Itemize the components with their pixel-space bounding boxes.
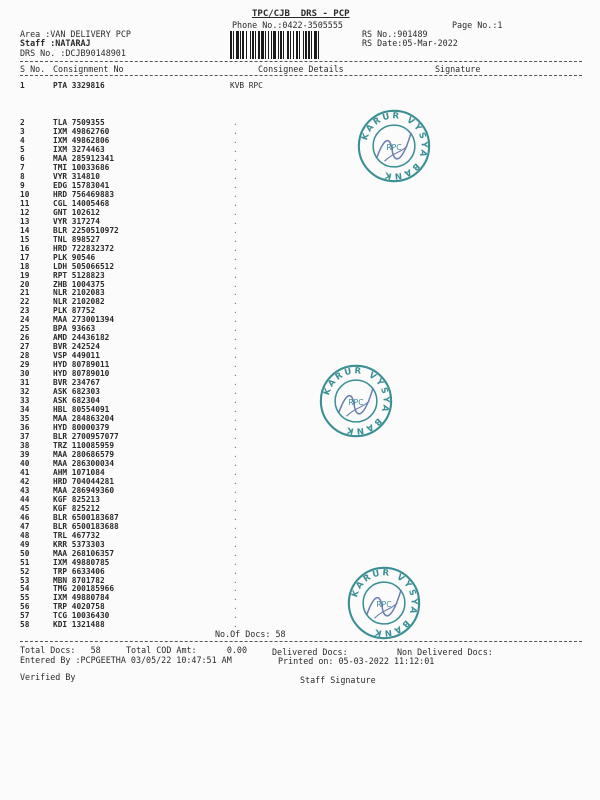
row-sno: 13 (20, 216, 30, 226)
table-row (20, 441, 580, 450)
table-row (20, 360, 580, 369)
row-consignment: HYD 80789010 (53, 369, 110, 379)
consignee-blank: . (233, 216, 238, 226)
consignee-blank: . (233, 324, 238, 334)
row-consignment: ZHB 1004375 (53, 279, 105, 289)
non-delivered-docs: Non Delivered Docs: (397, 647, 493, 657)
consignee-blank: . (233, 458, 238, 468)
row-sno: 20 (20, 279, 30, 289)
row-consignment: PTA 3329816 (53, 81, 105, 90)
row-consignment: TRP 6633406 (53, 566, 105, 576)
row-consignment: TRP 4020758 (53, 602, 105, 612)
row-sno: 3 (20, 127, 25, 136)
row-consignment: BVR 242524 (53, 342, 100, 352)
row-sno: 54 (20, 584, 30, 594)
row-consignment: HRD 756469883 (53, 189, 115, 199)
consignee-blank: . (233, 503, 238, 513)
table-row (20, 306, 580, 315)
row-sno: 37 (20, 432, 30, 441)
row-consignment: TRL 467732 (53, 530, 100, 540)
entered-by: Entered By :PCPGEETHA 03/05/22 10:47:51 AM (20, 655, 232, 665)
consignee-blank: . (233, 423, 238, 432)
row-sno: 12 (20, 207, 30, 217)
table-row (20, 142, 580, 154)
row-consignment: VYR 317274 (53, 216, 100, 226)
row-consignment: KRR 5373303 (53, 539, 105, 549)
table-row (20, 81, 580, 90)
row-consignment: GNT 102612 (53, 207, 100, 217)
table-row (20, 378, 580, 387)
row-consignment: LDH 505066512 (53, 261, 115, 271)
row-sno: 9 (20, 180, 25, 190)
row-sno: 55 (20, 593, 30, 603)
row-consignment: RPT 5128823 (53, 270, 105, 280)
table-row (20, 333, 580, 342)
row-consignment: ASK 682304 (53, 396, 100, 406)
row-sno: 38 (20, 440, 30, 450)
consignee-blank: . (233, 611, 238, 621)
row-consignment: IXM 49862760 (53, 127, 110, 136)
consignee-blank: . (233, 288, 238, 298)
row-sno: 6 (20, 153, 25, 163)
row-consignment: HBL 80554091 (53, 405, 110, 414)
consignee-blank: . (233, 261, 238, 271)
table-row (20, 576, 580, 585)
consignee-blank: . (233, 414, 238, 423)
row-consignment: CGL 14005468 (53, 198, 110, 208)
table-row (20, 163, 580, 172)
row-consignment: TLA 7509355 (53, 118, 105, 127)
row-sno: 51 (20, 557, 30, 567)
consignee-blank: . (233, 593, 238, 603)
table-row (20, 504, 580, 513)
consignee-blank: . (233, 279, 238, 289)
row-sno: 23 (20, 306, 30, 316)
consignee-blank: . (233, 557, 238, 567)
consignee-blank: . (233, 396, 238, 406)
row-sno: 57 (20, 611, 30, 621)
table-row (20, 584, 580, 593)
table-row (20, 558, 580, 567)
row-sno: 31 (20, 378, 30, 388)
row-consignment: BLR 2700957077 (53, 432, 119, 441)
row-consignment: VSP 449011 (53, 351, 100, 361)
row-sno: 30 (20, 369, 30, 379)
table-row (20, 486, 580, 495)
svg-text:KARUR VYSYA BANK: KARUR VYSYA BANK (322, 366, 391, 436)
row-consignment: MAA 273001394 (53, 315, 115, 325)
consignee-blank: . (233, 548, 238, 558)
table-row (20, 450, 580, 459)
row-consignment: PLK 87752 (53, 306, 96, 316)
table-row (20, 540, 580, 549)
consignee-blank: . (233, 620, 238, 630)
row-sno: 56 (20, 602, 30, 612)
row-sno: 29 (20, 360, 30, 370)
row-sno: 19 (20, 270, 30, 280)
row-sno: 41 (20, 467, 30, 477)
table-row (20, 226, 580, 235)
row-sno: 40 (20, 458, 30, 468)
row-sno: 8 (20, 171, 25, 181)
consignee-blank: . (233, 449, 238, 459)
row-sno: 7 (20, 162, 25, 172)
total-cod-amount: Total COD Amt: 0.00 (126, 645, 248, 655)
consignee-blank: . (233, 144, 238, 154)
consignee-blank: . (233, 297, 238, 307)
table-row (20, 432, 580, 441)
row-sno: 43 (20, 485, 30, 495)
consignee-blank: . (233, 306, 238, 316)
row-consignee: KVB RPC (230, 81, 263, 90)
table-row (20, 387, 580, 396)
consignee-blank: . (233, 476, 238, 486)
table-row (20, 118, 580, 127)
row-consignment: MAA 285912341 (53, 153, 115, 163)
table-row (20, 244, 580, 253)
row-consignment: EDG 15783041 (53, 180, 110, 190)
row-consignment: MAA 280686579 (53, 449, 115, 459)
row-sno: 39 (20, 449, 30, 459)
consignee-blank: . (233, 360, 238, 370)
table-row (20, 423, 580, 432)
barcode (230, 31, 355, 59)
row-consignment: NLR 2102083 (53, 288, 105, 298)
consignee-blank: . (233, 342, 238, 352)
consignee-blank: . (233, 135, 238, 145)
row-sno: 25 (20, 324, 30, 334)
verified-by: Verified By (20, 672, 76, 682)
row-sno: 11 (20, 198, 30, 208)
table-row (20, 611, 580, 620)
delivered-docs: Delivered Docs: (272, 647, 348, 657)
row-sno: 49 (20, 539, 30, 549)
drs-number: DRS No. :DCJB90148901 (20, 48, 126, 58)
bank-stamp (346, 565, 422, 641)
consignee-blank: . (233, 333, 238, 343)
consignee-blank: . (233, 494, 238, 504)
row-consignment: MAA 286949360 (53, 485, 115, 495)
table-row (20, 477, 580, 486)
consignee-blank: . (233, 252, 238, 262)
row-sno: 5 (20, 144, 25, 154)
row-sno: 1 (20, 81, 25, 90)
consignee-blank: . (233, 153, 238, 163)
table-row (20, 324, 580, 333)
table-row (20, 495, 580, 504)
row-sno: 44 (20, 494, 30, 504)
table-row (20, 127, 580, 136)
row-consignment: KGF 825213 (53, 494, 100, 504)
row-sno: 47 (20, 521, 30, 531)
table-row (20, 217, 580, 226)
table-row (20, 136, 580, 145)
table-row (20, 414, 580, 423)
row-sno: 10 (20, 189, 30, 199)
rs-number: RS No.:901489 (362, 29, 428, 39)
row-sno: 27 (20, 342, 30, 352)
staff-signature: Staff Signature (300, 675, 376, 685)
row-consignment: TRZ 110085959 (53, 440, 115, 450)
consignee-blank: . (233, 270, 238, 280)
row-consignment: TCG 10036430 (53, 611, 110, 621)
row-sno: 14 (20, 225, 30, 235)
consignee-blank: . (233, 315, 238, 325)
row-sno: 45 (20, 503, 30, 513)
row-sno: 4 (20, 135, 25, 145)
row-consignment: TMI 10033686 (53, 162, 110, 172)
table-row (20, 351, 580, 360)
footer-rule (20, 641, 582, 642)
row-sno: 35 (20, 414, 30, 423)
row-consignment: KDI 1321488 (53, 620, 105, 630)
row-sno: 46 (20, 512, 30, 522)
consignee-blank: . (233, 369, 238, 379)
column-sno: S No. (20, 64, 46, 74)
table-row (20, 567, 580, 576)
table-row (20, 522, 580, 531)
row-consignment: KGF 825212 (53, 503, 100, 513)
row-sno: 26 (20, 333, 30, 343)
table-row (20, 593, 580, 602)
header-rule (20, 61, 582, 62)
consignee-blank: . (233, 485, 238, 495)
row-consignment: BPA 93663 (53, 324, 96, 334)
row-sno: 17 (20, 252, 30, 262)
row-sno: 33 (20, 396, 30, 406)
table-row (20, 181, 580, 190)
row-consignment: MAA 268106357 (53, 548, 115, 558)
row-sno: 21 (20, 288, 30, 298)
row-consignment: PLK 90546 (53, 252, 96, 262)
row-sno: 15 (20, 234, 30, 244)
row-consignment: BVR 234767 (53, 378, 100, 388)
table-row (20, 288, 580, 297)
row-sno: 52 (20, 566, 30, 576)
table-row (20, 315, 580, 324)
row-sno: 36 (20, 423, 30, 432)
consignee-blank: . (233, 512, 238, 522)
row-consignment: HYD 80000379 (53, 423, 110, 432)
row-sno: 22 (20, 297, 30, 307)
table-row (20, 549, 580, 558)
row-consignment: BLR 6500183688 (53, 521, 119, 531)
row-sno: 48 (20, 530, 30, 540)
staff-label: Staff :NATARAJ (20, 38, 91, 48)
row-consignment: MAA 286300034 (53, 458, 115, 468)
consignee-blank: . (233, 207, 238, 217)
table-row (20, 172, 580, 181)
consignee-blank: . (233, 539, 238, 549)
row-sno: 58 (20, 620, 30, 630)
consignee-blank: . (233, 118, 238, 127)
consignee-blank: . (233, 234, 238, 244)
consignee-blank: . (233, 405, 238, 414)
table-row (20, 531, 580, 540)
row-consignment: IXM 49880784 (53, 593, 110, 603)
column-rule (20, 75, 582, 76)
row-consignment: IXM 49880785 (53, 557, 110, 567)
table-row (20, 599, 580, 612)
consignee-blank: . (233, 467, 238, 477)
consignee-blank: . (233, 584, 238, 594)
consignee-blank: . (233, 387, 238, 397)
row-sno: 53 (20, 575, 30, 585)
row-sno: 32 (20, 387, 30, 397)
table-row (20, 459, 580, 468)
consignee-blank: . (233, 521, 238, 531)
consignee-blank: . (233, 378, 238, 388)
column-signature: Signature (435, 64, 481, 74)
row-consignment: ASK 682303 (53, 387, 100, 397)
column-consignee: Consignee Details (258, 64, 344, 74)
consignee-blank: . (233, 243, 238, 253)
table-row (20, 190, 580, 199)
table-row (20, 280, 580, 289)
consignee-blank: . (233, 530, 238, 540)
consignee-blank: . (233, 180, 238, 190)
consignee-blank: . (233, 432, 238, 441)
row-sno: 50 (20, 548, 30, 558)
table-row (20, 235, 580, 244)
consignee-blank: . (233, 162, 238, 172)
consignee-blank: . (233, 189, 238, 199)
no-of-docs: No.Of Docs: 58 (215, 629, 286, 639)
row-consignment: AMD 24436182 (53, 333, 110, 343)
row-consignment: MBN 8701782 (53, 575, 105, 585)
consignee-blank: . (233, 575, 238, 585)
row-sno: 42 (20, 476, 30, 486)
table-row (20, 342, 580, 351)
row-sno: 18 (20, 261, 30, 271)
row-sno: 2 (20, 118, 25, 127)
printed-on: Printed on: 05-03-2022 11:12:01 (278, 656, 435, 666)
rs-date: RS Date:05-Mar-2022 (362, 38, 458, 48)
svg-text:KARUR VYSYA BANK: KARUR VYSYA BANK (360, 111, 429, 181)
total-docs: Total Docs: 58 (20, 645, 101, 655)
row-consignment: BLR 6500183687 (53, 512, 119, 522)
consignee-blank: . (233, 171, 238, 181)
bank-stamp (318, 363, 394, 439)
table-row (20, 620, 580, 629)
consignee-blank: . (233, 351, 238, 361)
svg-text:RPC: RPC (386, 142, 402, 152)
svg-text:RPC: RPC (376, 599, 392, 609)
svg-text:RPC: RPC (348, 397, 364, 407)
consignee-blank: . (233, 440, 238, 450)
table-row (20, 154, 580, 163)
table-row (20, 208, 580, 217)
consignee-blank: . (233, 566, 238, 576)
row-consignment: TNL 898527 (53, 234, 100, 244)
table-row (20, 262, 580, 271)
consignee-blank: . (233, 225, 238, 235)
row-consignment: HRD 704044281 (53, 476, 115, 486)
table-row (20, 513, 580, 522)
row-consignment: HYD 80789011 (53, 360, 110, 370)
bank-stamp (356, 108, 432, 184)
table-row (20, 468, 580, 477)
table-row (20, 405, 580, 414)
table-row (20, 369, 580, 378)
area-label: Area :VAN DELIVERY PCP (20, 29, 131, 39)
table-row (20, 199, 580, 208)
svg-text:KARUR VYSYA BANK: KARUR VYSYA BANK (350, 568, 419, 638)
consignee-blank: . (233, 602, 238, 612)
row-sno: 28 (20, 351, 30, 361)
row-consignment: IXM 49862806 (53, 135, 110, 145)
table-row (20, 271, 580, 280)
row-sno: 16 (20, 243, 30, 253)
column-consignment: Consignment No (53, 64, 124, 74)
row-consignment: HRD 722832372 (53, 243, 115, 253)
row-consignment: IXM 3274463 (53, 144, 105, 154)
row-consignment: MAA 284863204 (53, 414, 115, 423)
document-title: TPC/CJB DRS - PCP (252, 9, 350, 19)
table-row (20, 396, 580, 405)
phone-number: Phone No.:0422-3505555 (232, 20, 343, 30)
consignee-blank: . (233, 198, 238, 208)
row-consignment: AHM 1071084 (53, 467, 105, 477)
row-consignment: TMG 200185966 (53, 584, 115, 594)
row-sno: 24 (20, 315, 30, 325)
row-sno: 34 (20, 405, 30, 414)
row-consignment: BLR 2250510972 (53, 225, 119, 235)
row-consignment: NLR 2102082 (53, 297, 105, 307)
table-row (20, 253, 580, 262)
consignee-blank: . (233, 127, 238, 136)
row-consignment: VYR 314810 (53, 171, 100, 181)
table-row (20, 297, 580, 306)
page-number: Page No.:1 (452, 20, 503, 30)
